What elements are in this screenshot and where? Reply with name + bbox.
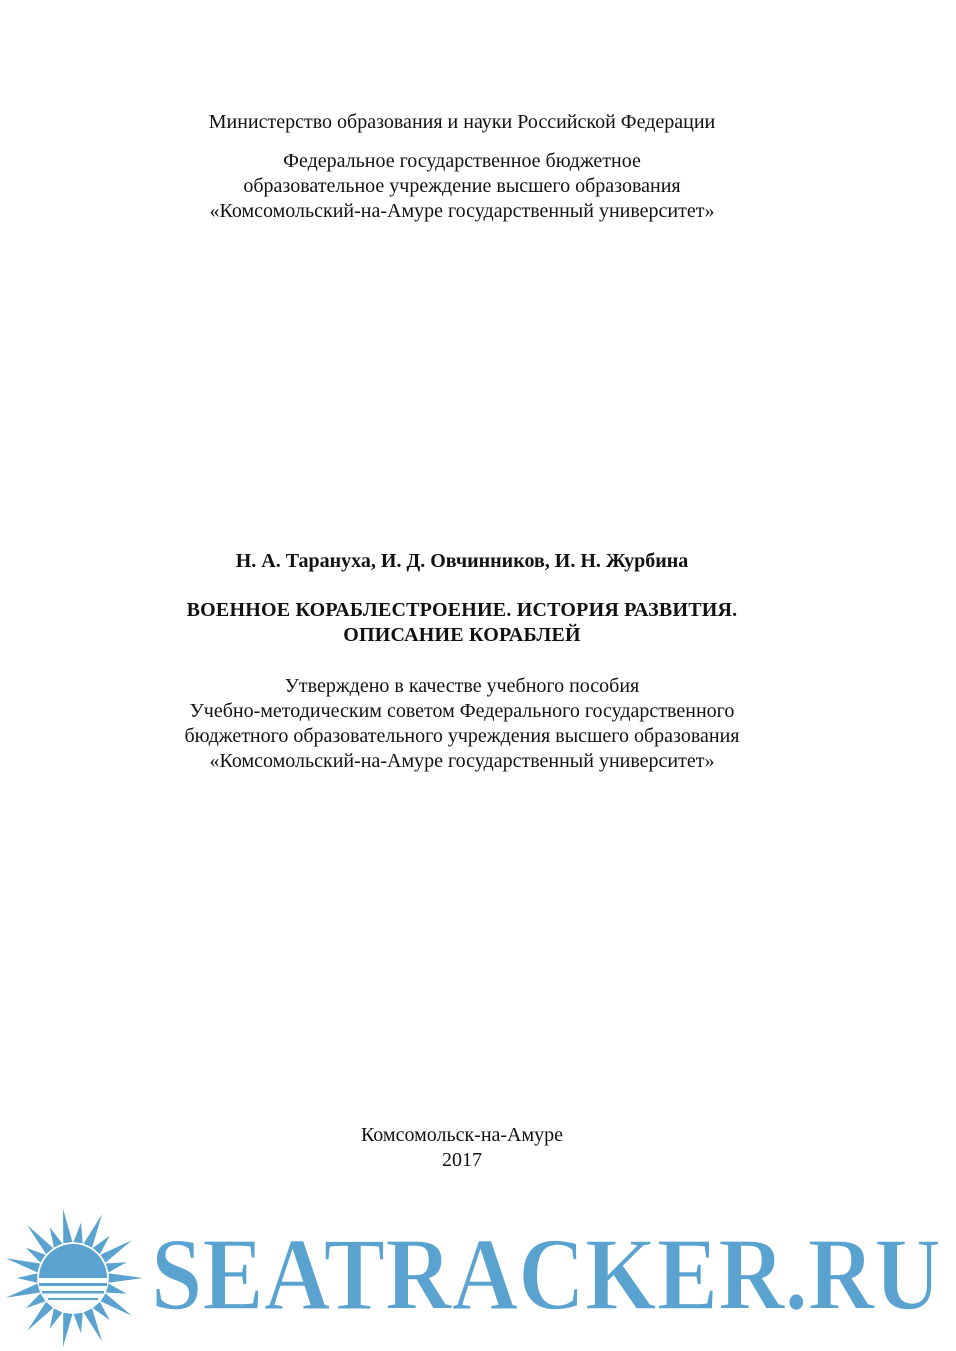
authors: Н. А. Тарануха, И. Д. Овчинников, И. Н. Журбина <box>235 550 689 572</box>
watermark-text-graphic <box>146 1205 946 1345</box>
approval-line-2: Учебно-методическим советом Федерального государственного <box>189 700 735 722</box>
institution-line-3: «Комсомольский-на-Амуре государственный университет» <box>209 200 715 222</box>
approval-line-3: бюджетного образовательного учреждения высшего образования <box>184 725 740 747</box>
sun-logo-icon <box>0 1205 146 1351</box>
institution-line-2: образовательное учреждение высшего образования <box>243 175 681 197</box>
approval-line-1: Утверждено в качестве учебного пособия <box>284 675 640 697</box>
watermark-text: SEATRACKER.RU <box>151 1217 941 1332</box>
publication-city: Комсомольск-на-Амуре <box>360 1124 564 1146</box>
watermark <box>0 1205 956 1351</box>
publication-year: 2017 <box>442 1149 482 1171</box>
institution-line-1: Федеральное государственное бюджетное <box>283 150 641 172</box>
book-title-line-2: ОПИСАНИЕ КОРАБЛЕЙ <box>343 624 581 646</box>
ministry-line: Министерство образования и науки Российской Федерации <box>208 111 716 133</box>
approval-line-4: «Комсомольский-на-Амуре государственный университет» <box>209 750 715 772</box>
book-title-line-1: ВОЕННОЕ КОРАБЛЕСТРОЕНИЕ. ИСТОРИЯ РАЗВИТИЯ. <box>186 599 738 621</box>
